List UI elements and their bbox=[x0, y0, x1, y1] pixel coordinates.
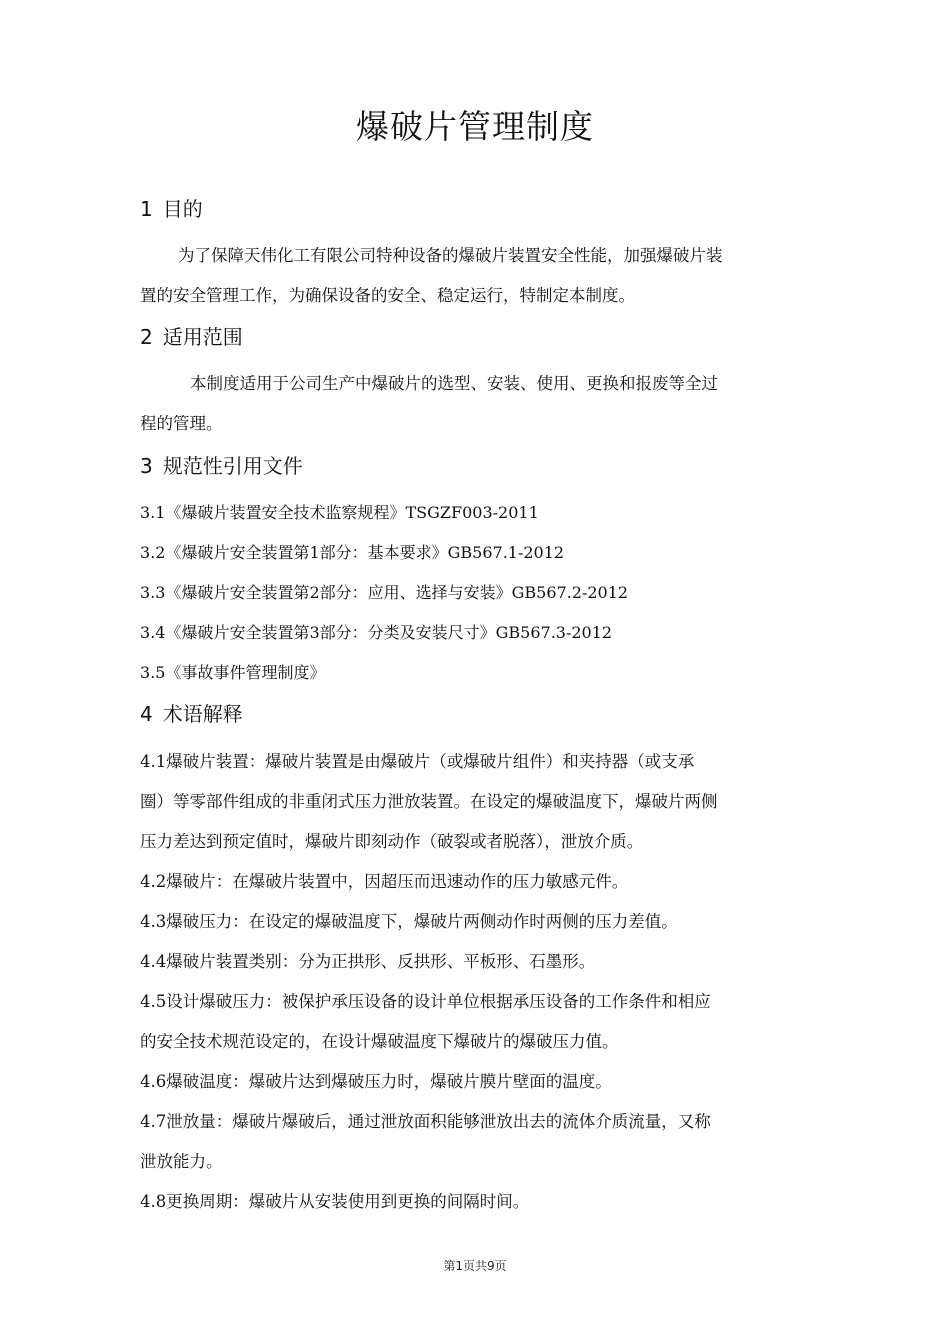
section-heading-references bbox=[140, 451, 303, 481]
term-line: 4.7泄放量：爆破片爆破后，通过泄放面积能够泄放出去的流体介质流量，又称 bbox=[140, 1112, 711, 1131]
paragraph-line: 为了保障天伟化工有限公司特种设备的爆破片装置安全性能，加强爆破片装 bbox=[178, 246, 723, 265]
term-line: 4.6爆破温度：爆破片达到爆破压力时，爆破片膜片壁面的温度。 bbox=[140, 1072, 612, 1091]
term-line: 4.8更换周期：爆破片从安装使用到更换的间隔时间。 bbox=[140, 1192, 530, 1211]
reference-item: 3.2《爆破片安全装置第1部分：基本要求》GB567.1-2012 bbox=[140, 543, 565, 562]
section-number: 3 bbox=[140, 454, 153, 478]
term-line: 的安全技术规范设定的，在设计爆破温度下爆破片的爆破压力值。 bbox=[140, 1032, 619, 1051]
reference-item: 3.5《事故事件管理制度》 bbox=[140, 663, 326, 682]
paragraph-line: 本制度适用于公司生产中爆破片的选型、安装、使用、更换和报废等全过 bbox=[190, 374, 718, 393]
term-line: 泄放能力。 bbox=[140, 1152, 223, 1171]
section-body-purpose bbox=[140, 236, 815, 316]
section-number: 4 bbox=[140, 702, 153, 726]
section-number: 1 bbox=[140, 197, 153, 221]
paragraph-line: 程的管理。 bbox=[140, 414, 223, 433]
section-heading-terms bbox=[140, 699, 243, 729]
section-heading-purpose bbox=[140, 194, 203, 224]
page-footer: 第1页共9页 bbox=[443, 1259, 507, 1273]
term-line: 4.2爆破片：在爆破片装置中，因超压而迅速动作的压力敏感元件。 bbox=[140, 872, 629, 891]
term-line: 4.3爆破压力：在设定的爆破温度下，爆破片两侧动作时两侧的压力差值。 bbox=[140, 912, 678, 931]
term-line: 4.1爆破片装置：爆破片装置是由爆破片（或爆破片组件）和夹持器（或支承 bbox=[140, 752, 695, 771]
section-body-terms bbox=[140, 742, 815, 1222]
section-title: 规范性引用文件 bbox=[162, 454, 303, 478]
term-line: 4.4爆破片装置类别：分为正拱形、反拱形、平板形、石墨形。 bbox=[140, 952, 596, 971]
reference-item: 3.3《爆破片安全装置第2部分：应用、选择与安装》GB567.2-2012 bbox=[140, 583, 629, 602]
reference-item: 3.4《爆破片安全装置第3部分：分类及安装尺寸》GB567.3-2012 bbox=[140, 623, 613, 642]
paragraph-line: 置的安全管理工作，为确保设备的安全、稳定运行，特制定本制度。 bbox=[140, 286, 635, 305]
term-line: 圈）等零部件组成的非重闭式压力泄放装置。在设定的爆破温度下，爆破片两侧 bbox=[140, 792, 718, 811]
section-title: 适用范围 bbox=[162, 325, 243, 349]
term-line: 4.5设计爆破压力：被保护承压设备的设计单位根据承压设备的工作条件和相应 bbox=[140, 992, 711, 1011]
section-body-scope bbox=[140, 364, 815, 444]
section-heading-scope bbox=[140, 322, 243, 352]
section-title: 目的 bbox=[162, 197, 203, 221]
section-number: 2 bbox=[140, 325, 153, 349]
reference-item: 3.1《爆破片装置安全技术监察规程》TSGZF003-2011 bbox=[140, 503, 539, 522]
section-title: 术语解释 bbox=[162, 702, 243, 726]
document-title: 爆破片管理制度 bbox=[356, 107, 594, 146]
term-line: 压力差达到预定值时，爆破片即刻动作（破裂或者脱落），泄放介质。 bbox=[140, 832, 644, 851]
